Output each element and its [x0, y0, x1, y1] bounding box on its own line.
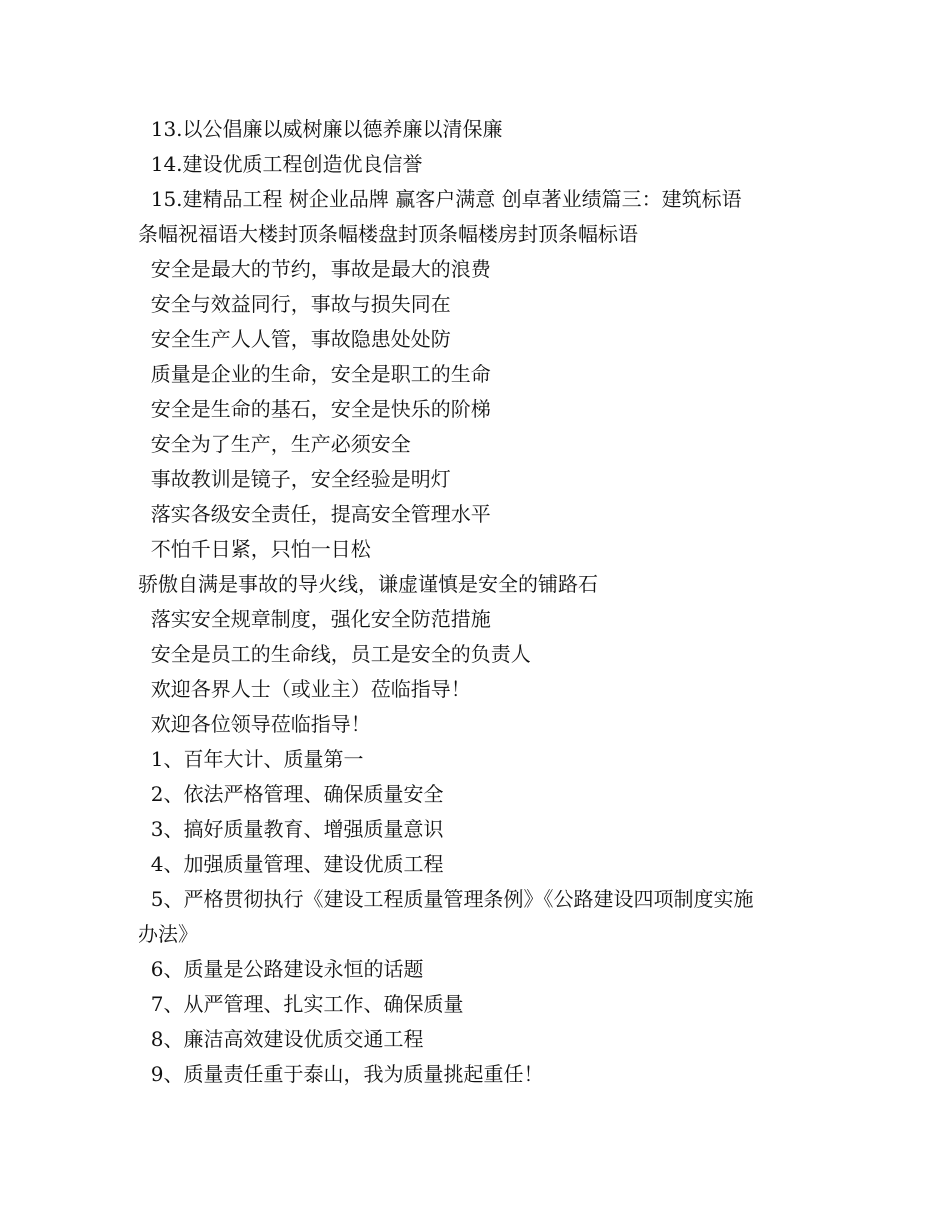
text-line: 2、依法严格管理、确保质量安全	[138, 782, 444, 806]
text-line: 办法》	[138, 922, 198, 946]
text-line: 骄傲自满是事故的导火线，谦虚谨慎是安全的铺路石	[138, 572, 598, 596]
text-line: 事故教训是镜子，安全经验是明灯	[138, 467, 451, 491]
text-line: 6、质量是公路建设永恒的话题	[138, 957, 424, 981]
text-line: 不怕千日紧，只怕一日松	[138, 537, 371, 561]
text-line: 安全为了生产，生产必须安全	[138, 432, 411, 456]
text-line: 9、质量责任重于泰山，我为质量挑起重任！	[138, 1062, 544, 1086]
text-line: 3、搞好质量教育、增强质量意识	[138, 817, 444, 841]
text-line: 落实安全规章制度，强化安全防范措施	[138, 607, 491, 631]
text-line: 13.以公倡廉以威树廉以德养廉以清保廉	[138, 117, 503, 141]
text-line: 14.建设优质工程创造优良信誉	[138, 152, 423, 176]
text-line: 欢迎各界人士（或业主）莅临指导！	[138, 677, 471, 701]
document-body	[138, 112, 828, 1092]
text-line: 质量是企业的生命，安全是职工的生命	[138, 362, 491, 386]
text-line: 安全是最大的节约，事故是最大的浪费	[138, 257, 491, 281]
text-line: 7、从严管理、扎实工作、确保质量	[138, 992, 464, 1016]
text-line: 安全与效益同行，事故与损失同在	[138, 292, 451, 316]
text-line: 条幅祝福语大楼封顶条幅楼盘封顶条幅楼房封顶条幅标语	[138, 222, 638, 246]
text-line: 8、廉洁高效建设优质交通工程	[138, 1027, 424, 1051]
text-line: 15.建精品工程 树企业品牌 赢客户满意 创卓著业绩篇三：建筑标语	[138, 187, 742, 211]
text-line: 安全是员工的生命线，员工是安全的负责人	[138, 642, 531, 666]
text-line: 落实各级安全责任，提高安全管理水平	[138, 502, 491, 526]
text-line: 安全生产人人管，事故隐患处处防	[138, 327, 451, 351]
text-line: 4、加强质量管理、建设优质工程	[138, 852, 444, 876]
text-line: 1、百年大计、质量第一	[138, 747, 364, 771]
text-line: 安全是生命的基石，安全是快乐的阶梯	[138, 397, 491, 421]
text-line: 欢迎各位领导莅临指导！	[138, 712, 371, 736]
text-line: 5、严格贯彻执行《建设工程质量管理条例》《公路建设四项制度实施	[138, 887, 754, 911]
